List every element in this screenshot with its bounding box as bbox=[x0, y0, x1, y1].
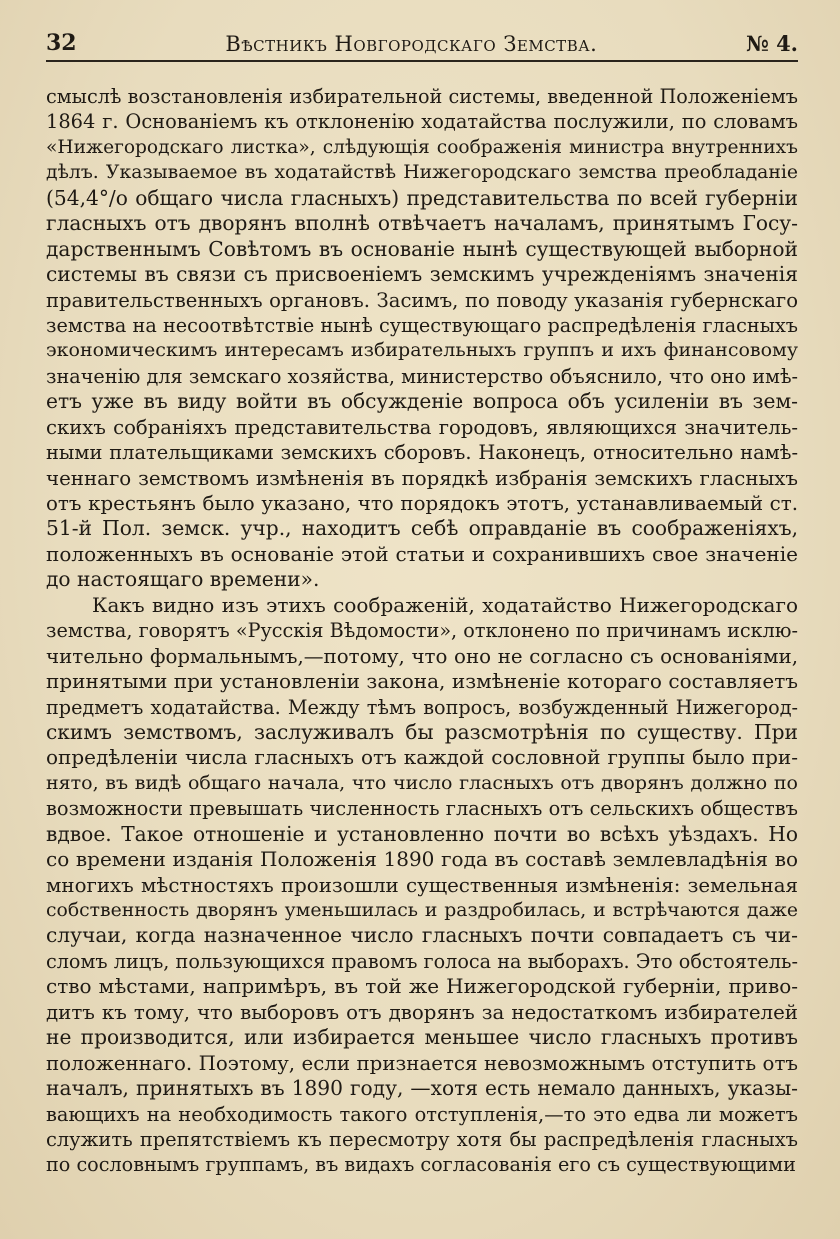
text-line: до настоящаго времени». bbox=[46, 567, 320, 592]
text-line: скихъ собраніяхъ представительства городовъ, являющихся значитель- bbox=[46, 415, 798, 439]
text-line: гласныхъ отъ дворянъ вполнѣ отвѣчаетъ началамъ, принятымъ Госу- bbox=[46, 211, 798, 236]
text-line: ство мѣстами, напримѣръ, въ той же Нижегородской губерніи, приво- bbox=[46, 974, 798, 999]
text-line: (54,4°/о общаго числа гласныхъ) представительства по всей губерніи bbox=[46, 185, 798, 210]
text-line: положеннаго. Поэтому, если признается невозможнымъ отступить отъ bbox=[46, 1051, 798, 1075]
text-line: со времени изданія Положенія 1890 года въ составѣ землевладѣнія во bbox=[46, 847, 798, 872]
paragraph bbox=[46, 84, 798, 593]
text-line: 1864 г. Основаніемъ къ отклоненію ходатайства послужили, по словамъ bbox=[46, 110, 798, 134]
text-line: вающихъ на необходимость такого отступленія,—то это едва ли можетъ bbox=[46, 1102, 798, 1126]
text-line: значенію для земскаго хозяйства, министерство объяснило, что оно имѣ- bbox=[46, 364, 798, 388]
text-line: дитъ къ тому, что выборовъ отъ дворянъ за недостаткомъ избирателей bbox=[46, 1000, 798, 1024]
text-line: смыслѣ возстановленія избирательной системы, введенной Положеніемъ bbox=[46, 85, 798, 108]
text-line: служить препятствіемъ къ пересмотру хотя бы распредѣленія гласныхъ bbox=[46, 1127, 798, 1151]
text-line: вдвое. Такое отношеніе и установленно почти во всѣхъ уѣздахъ. Но bbox=[46, 821, 798, 846]
body-text bbox=[46, 84, 798, 1178]
issue-number: № 4. bbox=[745, 31, 798, 56]
text-line: ченнаго земствомъ измѣненія въ порядкѣ избранія земскихъ гласныхъ bbox=[46, 466, 798, 490]
text-line: 51-й Пол. земск. учр., находитъ себѣ оправданіе въ соображеніяхъ, bbox=[46, 516, 798, 541]
text-line: системы въ связи съ присвоеніемъ земскимъ учрежденіямъ значенія bbox=[46, 262, 798, 287]
text-line: земства, говорятъ «Русскія Вѣдомости», отклонено по причинамъ исклю- bbox=[46, 619, 798, 643]
text-line: не производится, или избирается меньшее число гласныхъ противъ bbox=[46, 1025, 798, 1050]
text-line: Какъ видно изъ этихъ соображеній, ходатайство Нижегородскаго bbox=[92, 592, 798, 617]
text-line: правительственныхъ органовъ. Засимъ, по поводу указанія губернскаго bbox=[46, 288, 798, 312]
text-line: дарственнымъ Совѣтомъ въ основаніе нынѣ существующей выборной bbox=[46, 236, 798, 261]
text-line: принятыми при установленіи закона, измѣненіе котораго составляетъ bbox=[46, 669, 798, 694]
text-line: чительно формальнымъ,—потому, что оно не согласно съ основаніями, bbox=[46, 644, 798, 668]
text-line: положенныхъ въ основаніе этой статьи и сохранившихъ свое значеніе bbox=[46, 541, 798, 566]
text-line: земства на несоотвѣтствіе нынѣ существующаго распредѣленія гласныхъ bbox=[46, 313, 798, 337]
text-line: опредѣленіи числа гласныхъ отъ каждой сословной группы было при- bbox=[46, 745, 798, 770]
paragraph bbox=[46, 593, 798, 1178]
running-header bbox=[46, 30, 798, 62]
text-line: собственность дворянъ уменьшилась и раздробилась, и встрѣчаются даже bbox=[46, 900, 798, 921]
text-line: скимъ земствомъ, заслуживалъ бы разсмотрѣнія по существу. При bbox=[46, 719, 798, 744]
text-line: началъ, принятыхъ въ 1890 году, —хотя есть немало данныхъ, указы- bbox=[46, 1076, 798, 1101]
page-number: 32 bbox=[46, 30, 77, 56]
text-line: экономическимъ интересамъ избирательныхъ группъ и ихъ финансовому bbox=[46, 339, 798, 362]
running-title: Вѣстникъ Новгородскаго Земства. bbox=[225, 32, 598, 56]
text-line: нято, въ видѣ общаго начала, что число гласныхъ отъ дворянъ должно по bbox=[46, 771, 798, 794]
text-line: возможности превышать численность гласныхъ отъ сельскихъ обществъ bbox=[46, 797, 798, 821]
text-line: етъ уже въ виду войти въ обсужденіе вопроса объ усиленіи въ зем- bbox=[46, 389, 798, 414]
text-line: по сословнымъ группамъ, въ видахъ согласованія его съ существующими bbox=[46, 1153, 796, 1177]
text-line: ными плательщиками земскихъ сборовъ. Наконецъ, относительно намѣ- bbox=[46, 441, 798, 465]
text-line: отъ крестьянъ было указано, что порядокъ этотъ, устанавливаемый ст. bbox=[46, 492, 798, 515]
text-line: дѣлъ. Указываемое въ ходатайствѣ Нижегородскаго земства преобладаніе bbox=[46, 162, 798, 184]
text-line: «Нижегородскаго листка», слѣдующія соображенія министра внутреннихъ bbox=[46, 136, 798, 158]
text-line: случаи, когда назначенное число гласныхъ почти совпадаетъ съ чи- bbox=[46, 923, 798, 948]
text-line: предметъ ходатайства. Между тѣмъ вопросъ, возбужденный Нижегород- bbox=[46, 695, 798, 719]
text-line: многихъ мѣстностяхъ произошли существенныя измѣненія: земельная bbox=[46, 873, 798, 897]
text-line: сломъ лицъ, пользующихся правомъ голоса на выборахъ. Это обстоятель- bbox=[46, 949, 798, 973]
